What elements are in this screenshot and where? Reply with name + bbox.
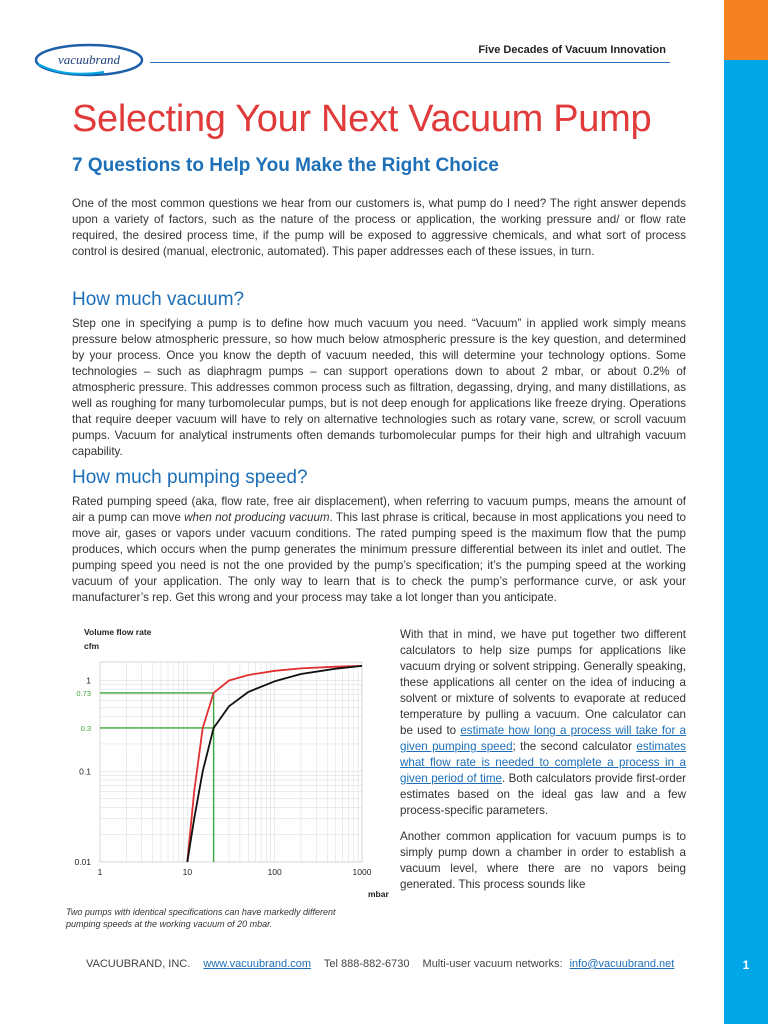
page-subtitle: 7 Questions to Help You Make the Right Choice xyxy=(72,155,499,176)
chart-y-tick-label: 0.01 xyxy=(74,857,91,867)
chart-x-tick-label: 10 xyxy=(182,867,193,877)
chart-y-tick-label: 0.73 xyxy=(76,688,91,698)
chart-title: Volume flow rate xyxy=(84,627,152,637)
flow-rate-calculator-link[interactable]: estimates what flow rate is needed to complete a process in a given period of time xyxy=(400,740,686,785)
pumping-speed-paragraph: Rated pumping speed (aka, flow rate, free air displacement), when referring to vacuum pumps, means the amount of air a pump can move when not producing vacuum. This last phrase is critical, because in most applications you need to move air, gases or vapors under vacuum conditions. The rated pumping speed is the maximum flow that the pump produces, which occurs when the pump generates the minimum pressure differential between its inlet and outlet. The pumping speed you need is not the one provided by the pump’s specification; it’s the pumping speed at the working vacuum of your application. The only way to learn that is to check the pump’s performance curve, or ask your manufacturer’s rep. Get this wrong and your process may take a lot longer than you anticipate. xyxy=(72,495,686,604)
chart-y-label: cfm xyxy=(84,641,100,651)
section-heading-vacuum: How much vacuum? xyxy=(72,289,245,310)
section-heading-pumping-speed: How much pumping speed? xyxy=(72,467,308,488)
page-title: Selecting Your Next Vacuum Pump xyxy=(72,98,652,140)
logo-wordmark: vacuubrand xyxy=(57,52,121,67)
footer-tel: Tel 888-882-6730 xyxy=(323,958,410,970)
chart-y-tick-label: 1 xyxy=(86,675,91,686)
blue-side-bar xyxy=(724,60,768,1024)
chart-y-tick-label: 0.3 xyxy=(80,723,91,733)
vacuubrand-logo xyxy=(34,42,144,78)
process-time-calculator-link[interactable]: estimate how long a process will take for a given pumping speed xyxy=(400,724,686,753)
footer-website-link[interactable]: www.vacuubrand.com xyxy=(203,958,311,970)
flow-rate-chart xyxy=(62,622,394,907)
chart-x-tick-label: 100 xyxy=(267,867,282,877)
chart-caption: Two pumps with identical specifications can have markedly different pumping speeds at the working vacuum of 20 mbar. xyxy=(66,907,336,929)
footer-email-link[interactable]: info@vacuubrand.net xyxy=(569,958,675,970)
chart-y-tick-label: 0.1 xyxy=(79,766,91,777)
footer xyxy=(86,958,674,970)
intro-paragraph: One of the most common questions we hear from our customers is, what pump do I need? The right answer depends upon a variety of factors, such as the nature of the process or application, the working pressure and/ or flow rate required, the desired process time, if the pump will be exposed to aggressive chemicals, and what sort of process control is desired (manual, electronic, automated). This paper addresses each of these issues, in turn. xyxy=(72,197,686,258)
footer-networks-label: Multi-user vacuum networks: xyxy=(422,958,563,970)
footer-company: VACUUBRAND, INC. xyxy=(86,958,191,970)
chart-plot-area xyxy=(100,662,362,862)
header-tagline: Five Decades of Vacuum Innovation xyxy=(478,44,666,56)
pump-down-paragraph: Another common application for vacuum pumps is to simply pump down a chamber in order to establish a vacuum level, where there are no vapors being generated. This process sounds like xyxy=(400,830,686,891)
header-rule xyxy=(150,62,670,63)
page-number: 1 xyxy=(742,958,750,972)
chart-x-tick-label: 1 xyxy=(97,867,103,877)
vacuum-paragraph: Step one in specifying a pump is to define how much vacuum you need. “Vacuum” in applied work simply means pressure below atmospheric pressure, so how much below atmospheric pressure is the key question, and determined by your process. Once you know the depth of vacuum needed, this will determine your technology options. Some technologies – such as diaphragm pumps – can support operations down to about 2 mbar, or about 0.2% of atmospheric pressure. This addresses common process such as filtration, degassing, drying, and many distillations, as well as roughing for many turbomolecular pumps, but is not deep enough for applications like freeze drying. Operations that require deeper vacuum will have to rely on alternative technologies such as rotary vane, screw, or scroll vacuum pumps. Vacuum for analytical instruments often demands turbomolecular pumps for their high and ultrahigh vacuum capability. xyxy=(72,317,686,458)
calculators-paragraph: With that in mind, we have put together two different calculators to help size pumps for applications like vacuum drying or solvent stripping. Generally speaking, these applications all center on the idea of inducing a solvent or mixture of solvents to evaporate at reduced temperature by pulling a vacuum. One calculator can be used to estimate how long a process will take for a given pumping speed; the second calculator estimates what flow rate is needed to complete a process in a given period of time. Both calculators provide first-order estimates based on the ideal gas law and a few process-specific parameters. xyxy=(400,628,687,817)
orange-accent-bar xyxy=(724,0,768,60)
chart-x-label: mbar xyxy=(368,889,389,899)
chart-grid xyxy=(100,662,362,862)
chart-x-tick-label: 1000 xyxy=(352,867,372,877)
